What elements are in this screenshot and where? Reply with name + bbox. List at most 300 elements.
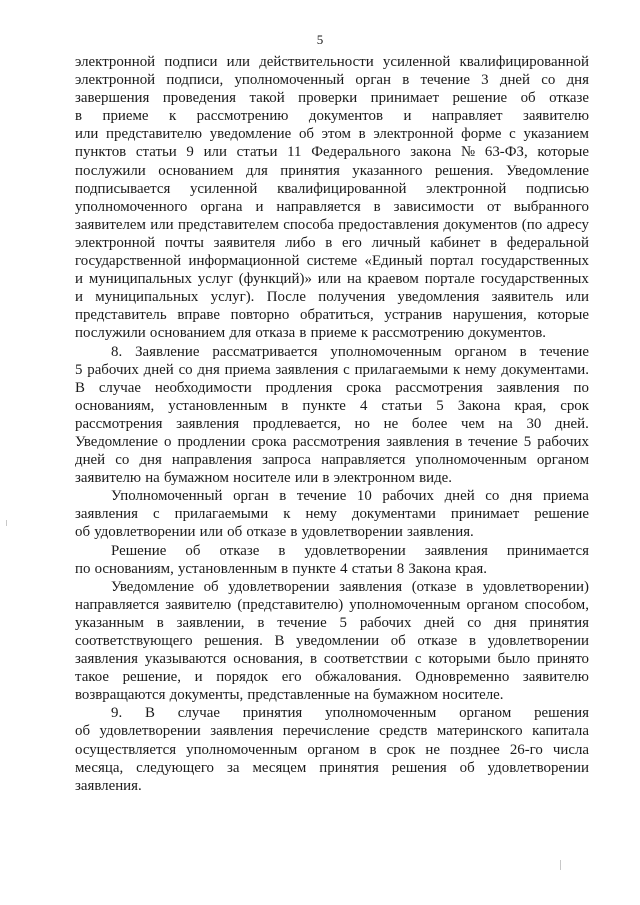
text-line [75, 379, 589, 397]
text-word: не [383, 415, 399, 432]
text-word: документами. [501, 361, 589, 378]
text-word: удовлетворении [487, 633, 589, 649]
text-word: соответствии [323, 651, 409, 668]
text-word: нему [305, 506, 337, 523]
text-word: об [520, 90, 536, 107]
text-word: месяцем [252, 759, 307, 776]
text-word: направляется [321, 452, 406, 469]
text-word: дней [499, 72, 530, 89]
text-word: информационной [188, 253, 300, 270]
text-word: об [459, 759, 475, 776]
text-word: на [498, 415, 513, 432]
text-word: статьи [381, 397, 423, 414]
text-word: представителю [106, 126, 203, 143]
text-word: дней [424, 614, 455, 631]
text-word: но [354, 415, 370, 432]
text-word: Одновременно [415, 669, 510, 686]
text-word: течение [296, 488, 347, 505]
text-word: проведения [162, 90, 237, 107]
text-word: продления [265, 379, 333, 396]
text-word: 5 [75, 361, 83, 378]
text-word: в [466, 578, 474, 595]
text-word: почты [164, 234, 204, 251]
scan-mark-left [6, 520, 7, 526]
text-word: подписывается [75, 180, 171, 197]
text-word: продлевается, [252, 415, 341, 432]
text-word: рассмотрению [372, 325, 465, 342]
text-word: к [360, 325, 369, 342]
text-word: документов. [468, 325, 546, 342]
text-word: устранив [384, 307, 443, 324]
text-word: услуг). [210, 289, 255, 306]
text-word: способа [283, 216, 334, 233]
text-word: В [144, 705, 155, 722]
text-word: представителем [177, 216, 279, 233]
text-word: отказа [255, 325, 296, 342]
text-word: дня [566, 72, 589, 89]
text-word: или [199, 524, 223, 541]
text-word: выбранного [513, 198, 589, 215]
text-word: заявления [339, 578, 403, 595]
text-word: федеральной [506, 234, 589, 251]
text-word: электронной [426, 180, 507, 197]
text-word: дней [143, 361, 174, 378]
text-word: или [565, 289, 589, 306]
text-word: электронном [333, 470, 415, 487]
text-word: приема [542, 488, 589, 505]
text-word: удовлетворении [304, 542, 406, 559]
text-line [75, 505, 589, 523]
text-word: 3 [481, 72, 489, 89]
text-word: органа [200, 198, 243, 215]
text-line [75, 216, 589, 234]
text-word: указанным [75, 614, 144, 631]
text-word: решения [534, 705, 589, 722]
text-word: заявителю [522, 669, 589, 686]
page-number: 5 [316, 32, 324, 47]
text-word: подписью [525, 180, 589, 197]
text-word: дня [509, 488, 533, 505]
text-word: установленным [177, 560, 277, 577]
text-word: запроса [262, 452, 312, 469]
text-line [75, 143, 589, 161]
text-word: послужили [75, 162, 146, 179]
text-word: (функций)» [238, 271, 312, 288]
text-word: дней [75, 452, 106, 469]
text-word: заявителю [522, 108, 589, 125]
text-word: случае [177, 705, 220, 722]
text-word: срок [560, 397, 589, 414]
text-word: по [573, 379, 589, 396]
text-word: случае [98, 379, 142, 396]
text-word: основанием [158, 162, 234, 179]
text-word: его [342, 234, 362, 251]
text-word: электронной [75, 234, 156, 251]
text-word: бумажном [163, 470, 229, 487]
text-word: решение, [122, 669, 182, 686]
text-word: заявления. [407, 524, 474, 541]
text-word: 5 [339, 614, 347, 631]
text-line [75, 415, 589, 433]
text-word: После [266, 289, 306, 306]
text-word: в [299, 325, 307, 342]
text-word: удовлетворении [487, 759, 589, 776]
text-word: В [274, 633, 285, 649]
text-word: на [347, 271, 362, 288]
text-line [75, 361, 589, 379]
text-line [75, 560, 589, 578]
text-word: удовлетворении [94, 524, 196, 541]
text-word: квалифицированной [277, 180, 407, 197]
text-line [75, 71, 589, 89]
text-word: и [194, 669, 203, 686]
text-word: 5 [523, 433, 532, 450]
text-line [75, 777, 589, 795]
text-word: в [373, 198, 381, 215]
text-line [75, 704, 589, 722]
text-word: уведомлении [296, 633, 380, 649]
text-line [75, 397, 589, 415]
text-word: обжалования. [315, 669, 402, 686]
text-word: на [354, 687, 369, 704]
text-word: 26-го [509, 741, 543, 758]
text-word: 10 [356, 488, 372, 505]
text-word: и [255, 198, 264, 215]
text-word: уполномоченным [330, 343, 442, 360]
text-word: усиленной [189, 180, 258, 197]
text-word: уполномоченным [186, 741, 298, 758]
text-word: срока [346, 379, 382, 396]
text-word: в [309, 651, 317, 668]
text-word: 5 [436, 397, 444, 414]
text-word: рассмотрения [395, 379, 483, 396]
text-word: заявления [210, 723, 274, 740]
text-word: со [115, 452, 130, 469]
text-word: Уполномоченный [111, 488, 223, 505]
text-line [75, 343, 589, 361]
text-word: со [485, 488, 500, 505]
text-word: уведомление [209, 126, 292, 143]
text-word: либо [285, 234, 316, 251]
text-word: и [403, 108, 412, 125]
text-word: отказе [246, 524, 287, 541]
text-word: уполномоченным [325, 705, 437, 722]
text-line [75, 759, 589, 777]
text-word: муниципальных [88, 271, 192, 288]
text-word: принятия [242, 705, 303, 722]
text-word: документами [351, 506, 436, 523]
text-word: Федерального [311, 144, 401, 161]
text-word: способом, [524, 596, 589, 613]
text-word: 9. [111, 705, 123, 722]
text-word: принятия [319, 759, 379, 776]
text-word: рабочих [537, 433, 589, 450]
text-word: и [75, 289, 83, 306]
text-word: заявления. [75, 777, 142, 794]
text-word: заявителю [75, 470, 142, 487]
text-word: решение [534, 506, 589, 523]
text-line [75, 668, 589, 686]
text-word: месяца, [75, 759, 124, 776]
text-word: к [283, 506, 291, 523]
text-word: края, [514, 397, 547, 414]
text-word: подписи [164, 54, 218, 70]
text-word: течение [468, 433, 518, 450]
text-word: носителе [233, 470, 291, 487]
text-word: документов [308, 108, 383, 125]
text-line [75, 324, 589, 342]
text-line [75, 107, 589, 125]
text-word: Заявление [135, 343, 200, 360]
text-word: дня [197, 361, 220, 378]
text-word: представленные [247, 687, 351, 704]
text-word: рассматривается [212, 343, 318, 360]
text-word: получения [318, 289, 386, 306]
text-line [75, 180, 589, 198]
text-line [75, 433, 589, 451]
text-word: материнского [436, 723, 523, 740]
text-line [75, 306, 589, 324]
text-word: № [460, 144, 476, 161]
text-word: такое [75, 669, 110, 686]
text-word: пунктов [75, 144, 127, 161]
text-word: принятия [280, 162, 340, 179]
text-word: пункте [302, 397, 346, 414]
text-word: о [164, 433, 172, 450]
text-word: электронной [373, 126, 454, 143]
text-word: с [509, 126, 516, 143]
text-word: в [278, 542, 286, 559]
text-word: в [358, 126, 366, 143]
text-word: заявления [75, 506, 139, 523]
text-word: об [390, 633, 406, 649]
text-word: или [150, 216, 174, 233]
text-word: портале [424, 271, 475, 288]
text-word: заявления [386, 433, 450, 450]
text-word: электронной [75, 72, 156, 89]
text-word: удовлетворении [99, 723, 201, 740]
text-word: в [281, 560, 289, 577]
text-word: течение [277, 614, 327, 631]
text-word: решения. [204, 633, 263, 649]
text-word: органом [536, 452, 589, 469]
text-word: предоставления [338, 216, 439, 233]
text-word: об [298, 126, 314, 143]
text-word: документы, [169, 687, 244, 704]
text-word: 4 [359, 397, 368, 414]
text-word: В [75, 379, 85, 396]
text-word: к [168, 108, 177, 125]
text-word: заявлении, [176, 614, 245, 631]
text-word: течение [420, 72, 470, 89]
text-word: для [229, 325, 252, 342]
text-word: форме [461, 126, 502, 143]
text-word: заявителем [75, 216, 146, 233]
text-word: уполномоченный [234, 72, 345, 89]
text-word: статьи [351, 560, 393, 577]
text-word: в [156, 614, 164, 631]
text-word: основаниям, [94, 560, 174, 577]
text-word: отказе [549, 90, 589, 107]
text-word: дня [139, 452, 162, 469]
text-word: в [75, 108, 83, 125]
text-word: «Единый [364, 253, 423, 270]
text-word: или [294, 470, 319, 487]
text-word: отказе [417, 633, 458, 649]
text-word: или [75, 126, 99, 143]
text-word: по [75, 560, 91, 577]
text-word: повторно [230, 307, 290, 324]
text-word: орган [355, 72, 391, 89]
text-line [75, 234, 589, 252]
text-word: виде. [419, 470, 452, 487]
text-word: закона [410, 144, 452, 161]
text-word: с [343, 361, 350, 378]
text-word: орган [233, 488, 269, 505]
text-word: которые [537, 144, 589, 161]
text-word: государственных [480, 253, 589, 270]
text-word: органом [307, 741, 360, 758]
text-line [75, 722, 589, 740]
text-word: 8. [111, 343, 123, 360]
text-word: или [203, 144, 227, 161]
text-word: основанием [149, 325, 226, 342]
text-word: нему [465, 361, 497, 378]
text-word: об [75, 524, 91, 541]
text-word: обратиться, [300, 307, 374, 324]
text-word: или [317, 271, 342, 288]
text-word: системе [306, 253, 358, 270]
text-word: порядок [216, 669, 269, 686]
text-word: представитель [75, 307, 167, 324]
text-word: усиленной [382, 54, 451, 70]
text-word: статьи [135, 144, 177, 161]
text-word: подписи, [166, 72, 224, 89]
text-word: возвращаются [75, 687, 166, 704]
document-body-text [75, 53, 589, 795]
text-word: услуг [197, 271, 233, 288]
text-word: капитала [532, 723, 589, 740]
text-word: прилагаемыми [174, 506, 269, 523]
text-word: Уведомление [75, 433, 158, 450]
text-word: с [153, 506, 160, 523]
text-word: продлении [177, 433, 246, 450]
text-word: органом [459, 705, 512, 722]
text-word: его [281, 669, 302, 686]
text-word: заявитель [491, 289, 554, 306]
text-word: 4 [340, 560, 348, 577]
text-word: в [402, 72, 410, 89]
text-word: рабочих [382, 488, 434, 505]
text-word: кабинет [430, 234, 481, 251]
text-word: направляет [431, 108, 503, 125]
text-word: отказе [219, 542, 260, 559]
text-word: электронной [75, 54, 156, 70]
text-word: в [322, 470, 330, 487]
text-word: адресу [546, 216, 589, 233]
text-word: или [226, 54, 250, 70]
text-word: уполномоченного [75, 198, 188, 215]
text-word: приеме [102, 108, 149, 125]
text-word: об [185, 542, 201, 559]
text-line [75, 469, 589, 487]
text-line [75, 542, 589, 560]
text-word: в [468, 633, 476, 649]
text-word: (представителю) [237, 596, 344, 613]
text-word: заявителя [213, 234, 276, 251]
text-line [75, 741, 589, 759]
text-word: Закона [457, 397, 501, 414]
text-line [75, 632, 589, 650]
text-word: принято [537, 651, 589, 668]
text-line [75, 523, 589, 541]
text-line [75, 578, 589, 596]
text-word: этом [321, 126, 351, 143]
text-word: дней. [555, 415, 589, 432]
text-word: 8 [396, 560, 405, 577]
text-word: портал [429, 253, 474, 270]
text-word: более [411, 415, 448, 432]
text-line [75, 125, 589, 143]
text-word: в [519, 343, 527, 360]
text-word: органом [466, 596, 519, 613]
text-word: с [414, 651, 422, 668]
text-line [75, 596, 589, 614]
text-word: Решение [111, 542, 167, 559]
text-word: принимает [370, 90, 440, 107]
text-word: уполномоченным [415, 452, 527, 469]
text-word: в [369, 741, 377, 758]
text-word: удовлетворении [228, 578, 330, 595]
text-word: заявления [424, 542, 488, 559]
text-word: указываются [144, 651, 227, 668]
text-line [75, 288, 589, 306]
text-word: (отказе [411, 578, 457, 595]
text-line [75, 162, 589, 180]
text-line [75, 614, 589, 632]
text-word: направления [171, 452, 252, 469]
text-word: перечисление [282, 723, 370, 740]
text-word: бумажном [373, 687, 439, 704]
text-word: основания, [233, 651, 304, 668]
text-line [75, 252, 589, 270]
text-word: указанием [523, 126, 589, 143]
text-word: заявления [176, 415, 240, 432]
text-line [75, 198, 589, 216]
text-word: приема [224, 361, 271, 378]
text-word: которыми [428, 651, 491, 668]
text-word: срок [386, 741, 416, 758]
text-word: следующего [136, 759, 214, 776]
text-word: зависимости [393, 198, 475, 215]
text-word: и [75, 271, 83, 288]
text-word: краевом [367, 271, 419, 288]
text-word: 11 [287, 144, 302, 161]
text-word: заявления [75, 651, 139, 668]
text-word: Закона [408, 560, 451, 577]
text-word: 63-ФЗ, [484, 144, 528, 161]
text-word: об [75, 723, 91, 740]
text-word: чем [461, 415, 485, 432]
text-word: рассмотрения [75, 415, 163, 432]
text-word: направляется [75, 596, 160, 613]
text-word: заявления [496, 379, 560, 396]
text-word: осуществляется [75, 741, 177, 758]
text-word: об [203, 578, 219, 595]
text-word: на [145, 470, 160, 487]
text-word: в [325, 234, 333, 251]
text-word: действительности [259, 54, 374, 70]
